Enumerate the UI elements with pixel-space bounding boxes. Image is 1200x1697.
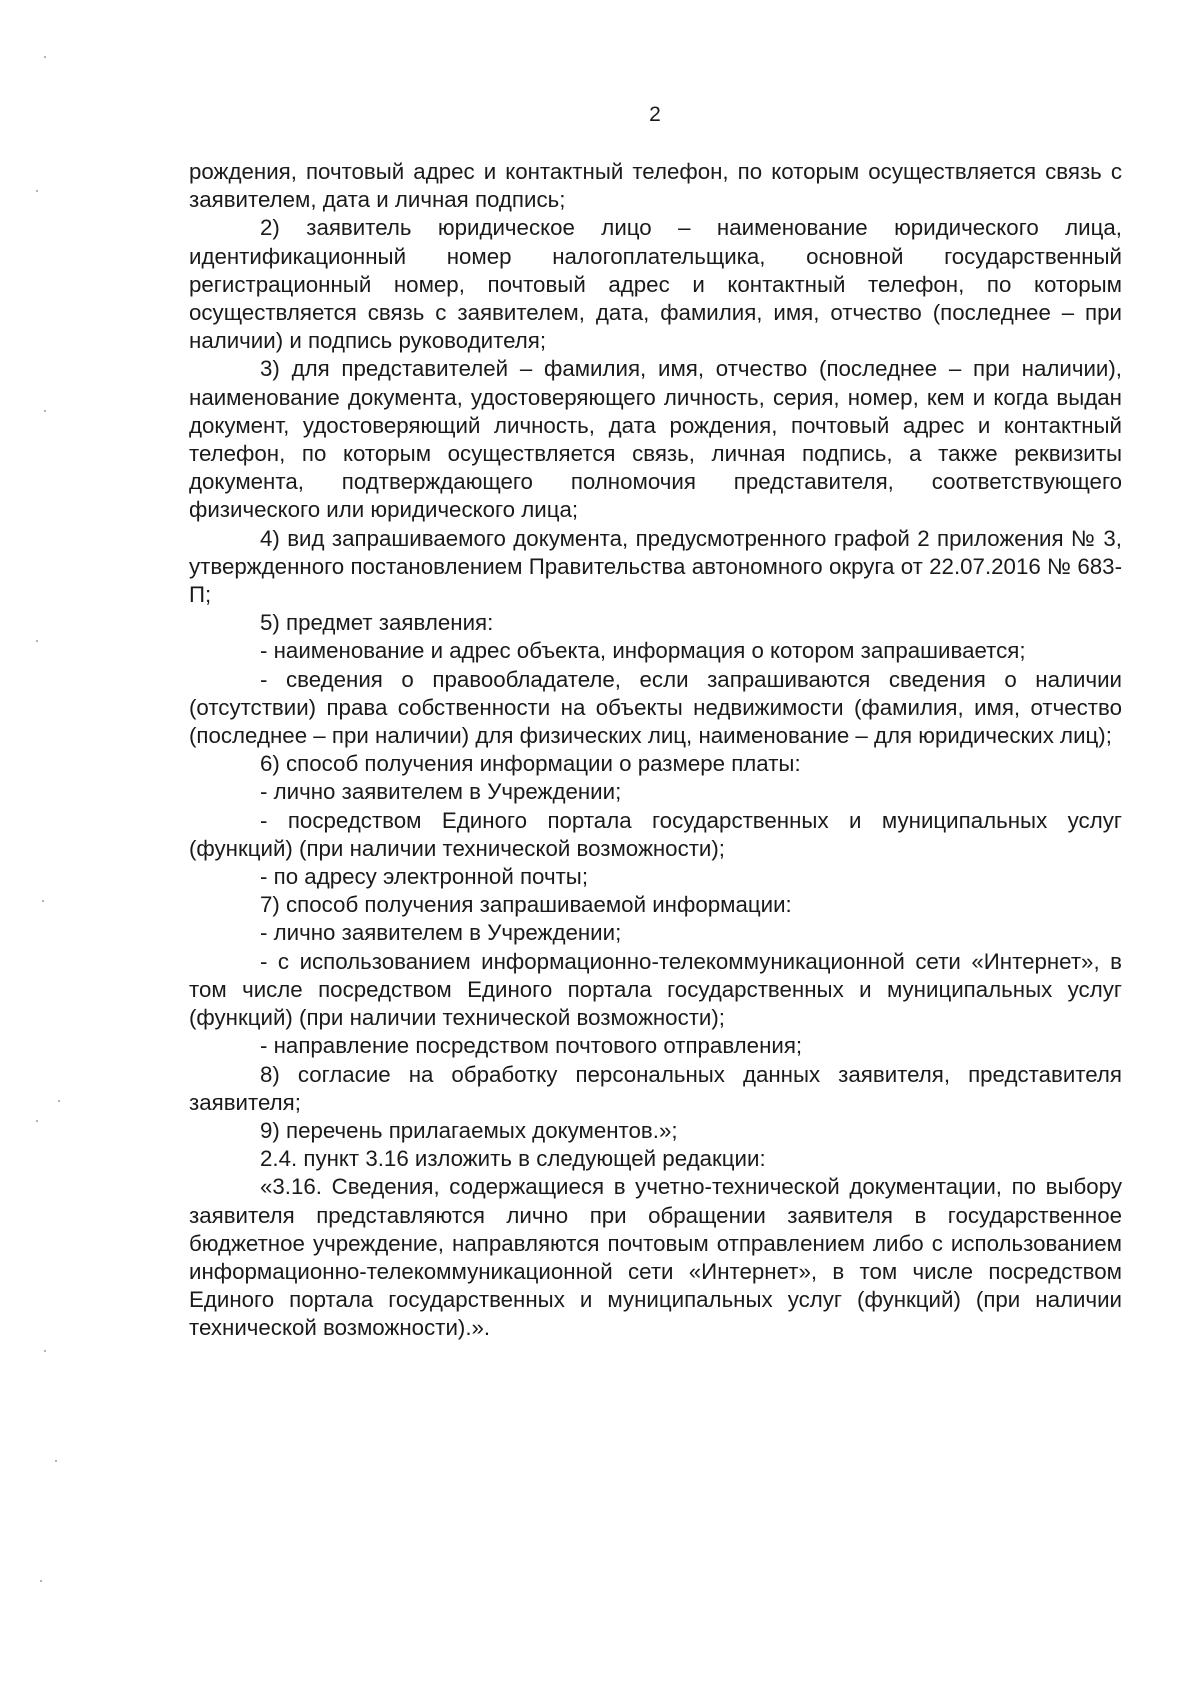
paragraph-item-7-in-person: - лично заявителем в Учреждении; — [260, 920, 622, 946]
paragraph-item-5-object-name: - наименование и адрес объекта, информация о котором запрашивается; — [260, 638, 1026, 664]
scan-speck — [44, 410, 46, 412]
paragraph-item-3-representatives: 3) для представителей – фамилия, имя, отчество (последнее – при наличии), наименование документа, удостоверяющего личность, серия, номер, кем и когда выдан документ, удостоверяющий личность, дата рождения, почтовый адрес и контактный телефон, по которым осуществляется связь, личная подпись, а также реквизиты документа, подтверждающего полномочия представителя, соответствующего физического или юридического лица; — [189, 356, 1122, 523]
paragraph-item-5-rightholder: - сведения о правообладателе, если запрашиваются сведения о наличии (отсутствии) права собственности на объекты недвижимости (фамилия, имя, отчество (последнее – при наличии) для физических лиц, наименование – для юридических лиц); — [189, 666, 1122, 749]
scan-speck — [44, 1350, 46, 1352]
paragraph-item-9-attachments: 9) перечень прилагаемых документов.»; — [260, 1117, 678, 1143]
paragraph-item-2-legal-entity: 2) заявитель юридическое лицо – наименование юридического лица, идентификационный номер налогоплательщика, основной государственный регистрационный номер, почтовый адрес и контактный телефон, по которым осуществляется связь с заявителем, дата, фамилия, имя, отчество (последнее – при наличии) и подпись руководителя; — [189, 215, 1122, 354]
paragraph-item-8-consent: 8) согласие на обработку персональных данных заявителя, представителя заявителя; — [189, 1061, 1122, 1115]
paragraph-item-5-subject: 5) предмет заявления: — [260, 610, 494, 636]
document-body — [189, 158, 1122, 1343]
paragraph-clause-3-16: «3.16. Сведения, содержащиеся в учетно-технической документации, по выбору заявителя представляются лично при обращении заявителя в государственное бюджетное учреждение, направляются почтовым отправлением либо с использованием информационно-телекоммуникационной сети «Интернет», в том числе посредством Единого портала государственных и муниципальных услуг (функций) (при наличии технической возможности).». — [189, 1174, 1122, 1341]
paragraph-item-4-document-type: 4) вид запрашиваемого документа, предусмотренного графой 2 приложения № 3, утвержденного постановлением Правительства автономного округа от 22.07.2016 № 683-П; — [189, 525, 1122, 608]
paragraph-item-6-fee-info-method: 6) способ получения информации о размере платы: — [260, 751, 801, 777]
paragraph-item-6-in-person: - лично заявителем в Учреждении; — [260, 779, 622, 805]
scan-speck — [44, 56, 46, 58]
scan-speck — [36, 640, 38, 642]
scan-speck — [36, 1120, 38, 1122]
scan-speck — [55, 1460, 57, 1462]
page-number: 2 — [649, 103, 661, 126]
paragraph-item-7-internet: - с использованием информационно-телекоммуникационной сети «Интернет», в том числе посредством Единого портала государственных и муниципальных услуг (функций) (при наличии технической возможности); — [189, 948, 1122, 1031]
scan-speck — [58, 1100, 60, 1102]
scan-speck — [36, 190, 38, 192]
paragraph-item-6-email: - по адресу электронной почты; — [260, 864, 589, 890]
scan-speck — [40, 1580, 42, 1582]
paragraph-item-7-postal: - направление посредством почтового отправления; — [260, 1033, 803, 1059]
paragraph-section-2-4: 2.4. пункт 3.16 изложить в следующей редакции: — [260, 1146, 766, 1172]
paragraph-item-6-portal: - посредством Единого портала государственных и муниципальных услуг (функций) (при наличии технической возможности); — [189, 807, 1122, 861]
scan-speck — [42, 900, 44, 902]
paragraph-applicant-details-continued: рождения, почтовый адрес и контактный телефон, по которым осуществляется связь с заявителем, дата и личная подпись; — [189, 159, 1122, 213]
paragraph-item-7-info-method: 7) способ получения запрашиваемой информации: — [260, 892, 792, 918]
